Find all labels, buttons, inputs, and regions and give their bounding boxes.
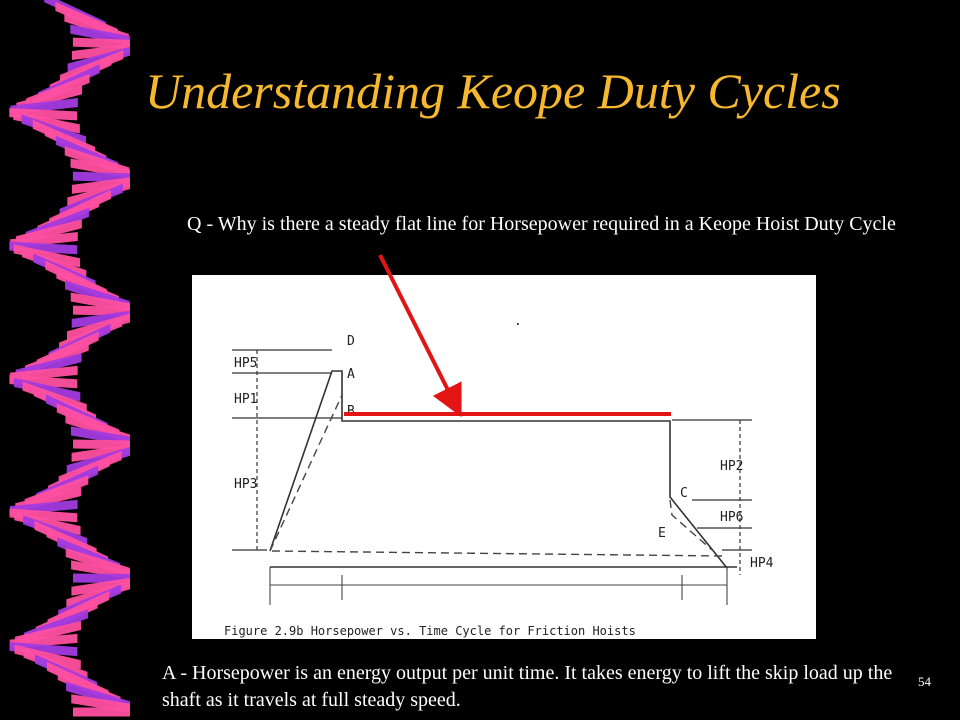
figure-caption: Figure 2.9b Horsepower vs. Time Cycle for Friction Hoists: [224, 624, 636, 638]
label-hp4: HP4: [750, 556, 774, 571]
label-hp2: HP2: [720, 459, 744, 474]
ribbon-segment: [73, 708, 130, 717]
page-number: 54: [918, 674, 931, 689]
label-e: E: [658, 526, 666, 541]
label-hp5: HP5: [234, 356, 258, 371]
decorative-ribbon: [0, 0, 130, 720]
horsepower-cycle-diagram: [192, 275, 816, 639]
label-d: D: [347, 334, 355, 349]
label-b: B: [347, 404, 355, 419]
label-hp3: HP3: [234, 477, 258, 492]
label-hp6: HP6: [720, 510, 744, 525]
slide-title: Understanding Keope Duty Cycles: [145, 63, 841, 119]
label-a: A: [347, 367, 355, 382]
horsepower-cycle-figure: [192, 275, 816, 639]
hp-dashed-curve: [270, 395, 722, 556]
label-hp1: HP1: [234, 392, 258, 407]
answer-text: A - Horsepower is an energy output per unit time. It takes energy to lift the skip load up the shaft as it travels at full steady speed.: [162, 662, 893, 711]
svg-text:.: .: [514, 314, 522, 329]
label-c: C: [680, 486, 688, 501]
question-text: Q - Why is there a steady flat line for Horsepower required in a Keope Hoist Duty Cycle: [187, 213, 896, 235]
